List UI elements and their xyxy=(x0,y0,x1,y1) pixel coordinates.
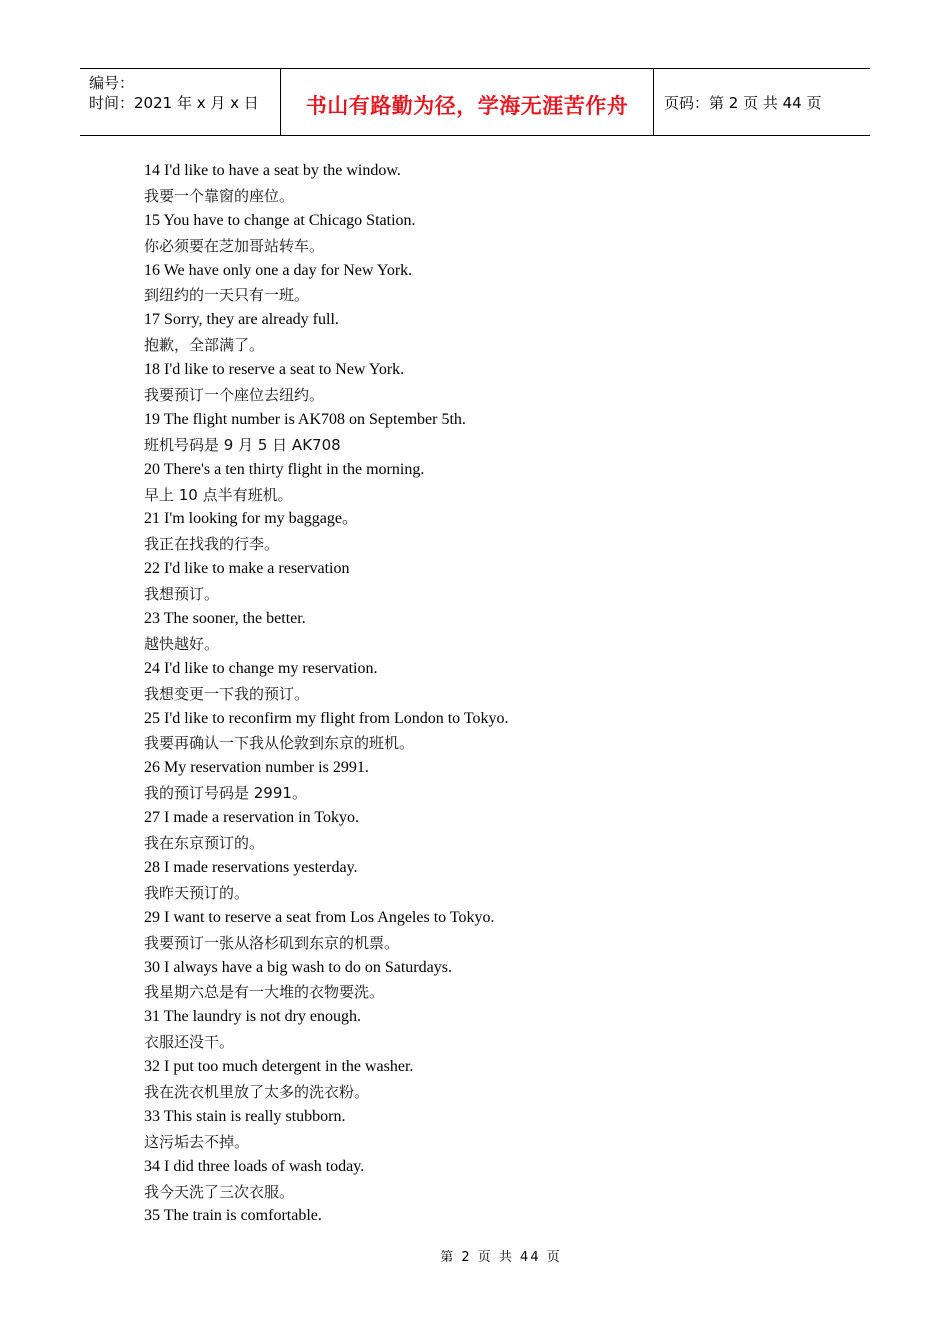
translation-line: 我要再确认一下我从伦敦到东京的班机。 xyxy=(144,734,415,753)
phrase-line: 33 This stain is really stubborn. xyxy=(144,1107,346,1125)
translation-line: 我要预订一个座位去纽约。 xyxy=(144,386,325,405)
page-footer xyxy=(0,1246,950,1265)
phrase-line: 19 The flight number is AK708 on September 5th. xyxy=(144,410,466,428)
phrase-line: 23 The sooner, the better. xyxy=(144,610,306,628)
translation-line: 越快越好。 xyxy=(144,634,220,653)
phrase-line: 16 We have only one a day for New York. xyxy=(144,261,413,279)
translation-line: 我正在找我的行李。 xyxy=(144,535,280,554)
phrase-line: 20 There's a ten thirty flight in the morning. xyxy=(144,460,425,478)
phrase-line: 25 I'd like to reconfirm my flight from London to Tokyo. xyxy=(144,709,509,727)
translation-line: 我想变更一下我的预订。 xyxy=(144,684,310,703)
header-page-cell xyxy=(654,69,870,135)
phrase-line: 28 I made reservations yesterday. xyxy=(144,858,358,876)
translation-line: 这污垢去不掉。 xyxy=(144,1132,250,1151)
phrase-line: 32 I put too much detergent in the washer. xyxy=(144,1058,414,1076)
translation-line: 到纽约的一天只有一班。 xyxy=(144,286,310,305)
translation-line: 我星期六总是有一大堆的衣物要洗。 xyxy=(144,983,385,1002)
phrase-line: 35 The train is comfortable. xyxy=(144,1207,322,1225)
translation-line: 我昨天预订的。 xyxy=(144,883,250,902)
phrase-line: 21 I'm looking for my baggage。 xyxy=(144,510,358,528)
translation-line: 班机号码是 9 月 5 日 AK708 xyxy=(144,435,341,454)
translation-line: 早上 10 点半有班机。 xyxy=(144,485,293,504)
translation-line: 你必须要在芝加哥站转车。 xyxy=(144,236,325,255)
translation-line: 我要一个靠窗的座位。 xyxy=(144,186,295,205)
translation-line: 我在东京预订的。 xyxy=(144,834,265,853)
page-info: 页码：第 2 页 共 44 页 xyxy=(664,93,822,112)
header-meta-cell xyxy=(80,69,281,135)
phrase-line: 34 I did three loads of wash today. xyxy=(144,1157,365,1175)
translation-line: 我在洗衣机里放了太多的洗衣粉。 xyxy=(144,1082,370,1101)
translation-line: 抱歉，全部满了。 xyxy=(144,336,265,355)
phrase-line: 27 I made a reservation in Tokyo. xyxy=(144,809,359,827)
phrase-line: 17 Sorry, they are already full. xyxy=(144,311,339,329)
phrase-line: 29 I want to reserve a seat from Los Angeles to Tokyo. xyxy=(144,908,495,926)
translation-line: 我想预订。 xyxy=(144,585,220,604)
phrase-line: 30 I always have a big wash to do on Saturdays. xyxy=(144,958,452,976)
time-label: 时间：2021 年 x 月 x 日 xyxy=(89,94,259,112)
phrase-line: 31 The laundry is not dry enough. xyxy=(144,1008,362,1026)
phrase-line: 24 I'd like to change my reservation. xyxy=(144,659,378,677)
phrase-line: 14 I'd like to have a seat by the window. xyxy=(144,162,401,179)
document-body xyxy=(144,159,844,1229)
header-motto-cell xyxy=(281,69,654,135)
page-header xyxy=(80,68,870,136)
code-label: 编号： xyxy=(89,74,135,92)
footer-page-number: 第 2 页 共 44 页 xyxy=(440,1250,562,1265)
translation-line: 我今天洗了三次衣服。 xyxy=(144,1182,295,1201)
translation-line: 衣服还没干。 xyxy=(144,1033,235,1052)
motto-text: 书山有路勤为径，学海无涯苦作舟 xyxy=(305,94,629,118)
translation-line: 我的预订号码是 2991。 xyxy=(144,784,307,803)
phrase-line: 18 I'd like to reserve a seat to New York. xyxy=(144,361,405,379)
phrase-line: 26 My reservation number is 2991. xyxy=(144,759,369,777)
translation-line: 我要预订一张从洛杉矶到东京的机票。 xyxy=(144,933,400,952)
phrase-line: 22 I'd like to make a reservation xyxy=(144,560,350,578)
phrase-line: 15 You have to change at Chicago Station. xyxy=(144,211,416,229)
